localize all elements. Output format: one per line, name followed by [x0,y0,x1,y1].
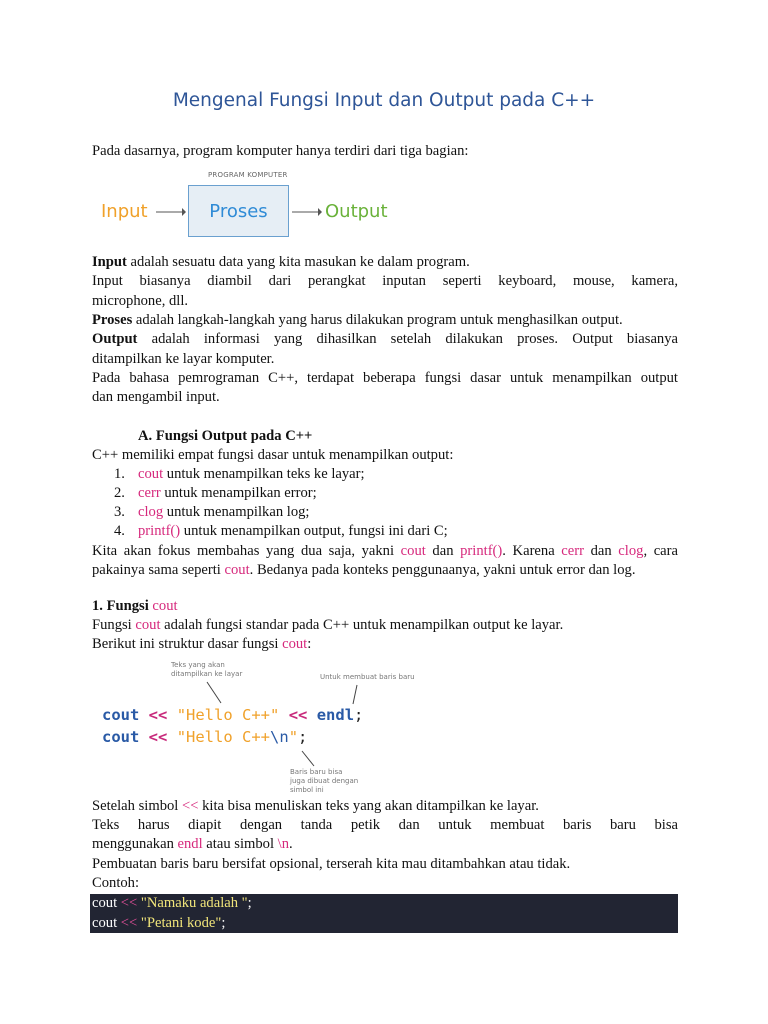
section-1-line1 [92,616,678,636]
list-number: 4. [114,523,125,539]
diagram-process-box: Proses [188,185,289,237]
keyword: cout [152,598,178,614]
after-line2: Teks harus diapit dengan tanda petik dan untuk membuat baris baru bisa [92,817,678,833]
diagram-output-label: Output [325,201,388,222]
diagram-input-label: Input [101,201,148,222]
list-item [114,465,365,485]
term-proses: Proses [92,312,133,328]
code-token: ; [221,914,226,931]
code-token: << [120,895,138,911]
section-a-heading: A. Fungsi Output pada C++ [138,428,313,444]
code-token: "Petani kode" [137,914,222,931]
def-input-text: adalah sesuatu data yang kita masukan ke dalam program. [126,254,470,270]
def-output-text: adalah informasi yang dihasilkan setelah dilakukan proses. Output biasanya [137,331,678,347]
code-token: "Hello C++ [176,728,271,746]
text-run: : [307,636,312,652]
list-text: untuk menampilkan error; [160,485,317,501]
after-line3 [92,835,678,855]
cpp-paragraph-line1: Pada bahasa pemrograman C++, terdapat beberapa fungsi dasar untuk menampilkan output [92,370,678,386]
code-example-block [90,894,678,933]
after-line1 [92,797,678,817]
arrow-right-icon [292,206,322,218]
text-run: . [289,836,293,852]
keyword: clog [618,543,644,559]
keyword: cout [400,543,426,559]
term-input: Input [92,254,127,270]
code-token: cout [92,895,121,911]
def-input-line3: microphone, dll. [92,293,189,309]
code-token: << [288,706,308,724]
list-item [114,503,309,523]
text-run: adalah fungsi standar pada C++ untuk menampilkan output ke layar. [160,617,564,633]
annotation-text-label: Teks yang akan ditampilkan ke layar [171,661,243,678]
pointer-line-icon [300,750,320,768]
def-input-line2: Input biasanya diambil dari perangkat inputan seperti keyboard, mouse, kamera, [92,273,678,289]
text-run: dan [425,543,461,559]
keyword: cerr [561,543,584,559]
text-run: menggunakan [92,836,178,852]
def-input [92,253,678,273]
code-token: ; [354,706,364,724]
heading-text: 1. Fungsi [92,598,153,614]
text-run: Kita akan fokus membahas yang dua saja, yakni [92,543,401,559]
pointer-line-icon [350,684,360,706]
page-title: Mengenal Fungsi Input dan Output pada C++ [172,90,596,111]
keyword: << [182,798,199,814]
def-output [92,330,678,350]
intro-paragraph: Pada dasarnya, program komputer hanya terdiri dari tiga bagian: [92,143,469,159]
focus-paragraph-line1 [92,542,678,562]
code-example-line [92,894,676,914]
section-a-intro: C++ memiliki empat fungsi dasar untuk menampilkan output: [92,447,454,463]
term-output: Output [92,331,138,347]
pointer-line-icon [205,681,225,705]
list-keyword: clog [138,504,164,520]
code-token: "Namaku adalah " [137,895,248,911]
section-1-line2 [92,635,678,655]
after-line4: Pembuatan baris baru bersifat opsional, terserah kita mau ditambahkan atau tidak. [92,856,571,872]
list-item [114,522,448,542]
code-token: " [288,728,299,746]
text-run: . Bedanya pada konteks penggunaanya, yakni untuk error dan log. [249,562,636,578]
code-line-1 [102,704,363,726]
list-text: untuk menampilkan output, fungsi ini dari C; [180,523,448,539]
code-token: << [120,914,138,931]
def-output-line2: ditampilkan ke layar komputer. [92,351,275,367]
keyword: cout [135,617,161,633]
example-label: Contoh: [92,875,140,891]
text-run: dan [583,543,619,559]
annotation-endl-label: Untuk membuat baris baru [320,673,415,681]
code-token: ; [298,728,308,746]
keyword: printf() [460,543,503,559]
keyword: endl [177,836,203,852]
text-run: Fungsi [92,617,136,633]
def-proses [92,311,678,331]
list-keyword: cout [138,466,164,482]
code-token: cout [92,914,121,931]
text-run: . Karena [502,543,562,559]
keyword: cout [282,636,308,652]
text-run: kita bisa menuliskan teks yang akan ditampilkan ke layar. [198,798,539,814]
diagram-box-label: PROGRAM KOMPUTER [208,171,288,179]
code-token: ; [247,895,252,911]
code-example-line [92,914,676,934]
list-keyword: printf() [138,523,181,539]
list-text: untuk menampilkan teks ke layar; [163,466,365,482]
focus-paragraph-line2 [92,561,678,581]
code-token: << [148,728,168,746]
text-run: Setelah simbol [92,798,182,814]
code-token: << [148,706,168,724]
text-run: atau simbol [202,836,278,852]
code-token: endl [316,706,355,724]
text-run: , cara [643,543,678,559]
list-item [114,484,317,504]
code-line-2 [102,726,307,748]
code-token: \n [270,728,289,746]
code-token: "Hello C++" [176,706,280,724]
list-text: untuk menampilkan log; [163,504,310,520]
text-run: Berikut ini struktur dasar fungsi [92,636,283,652]
list-number: 2. [114,485,125,501]
arrow-right-icon [156,206,186,218]
list-number: 3. [114,504,125,520]
list-number: 1. [114,466,125,482]
section-1-heading [92,597,678,617]
cpp-paragraph-line2: dan mengambil input. [92,389,220,405]
text-run: pakainya sama seperti [92,562,225,578]
def-proses-text: adalah langkah-langkah yang harus dilakukan program untuk menghasilkan output. [132,312,623,328]
keyword: cout [224,562,250,578]
annotation-newline-label: Baris baru bisa juga dibuat dengan simbol ini [290,768,359,794]
code-token: cout [102,706,140,724]
code-token: cout [102,728,140,746]
keyword: \n [277,836,290,852]
list-keyword: cerr [138,485,161,501]
